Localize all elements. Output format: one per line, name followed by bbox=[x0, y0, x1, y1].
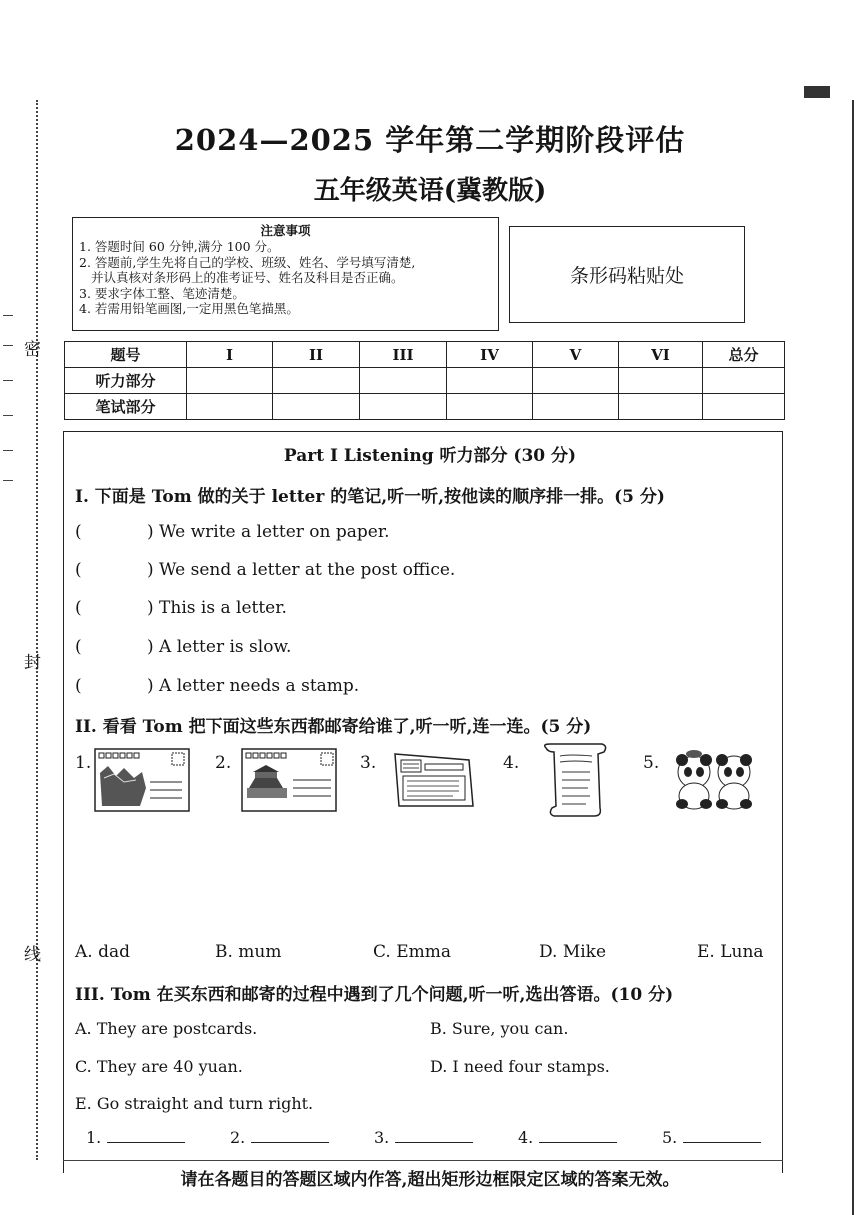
score-row-label: 听力部分 bbox=[65, 368, 187, 394]
score-header-row bbox=[65, 342, 785, 368]
notice-item: 3. 要求字体工整、笔迹清楚。 bbox=[79, 285, 245, 301]
score-cell[interactable] bbox=[447, 394, 533, 420]
footer-note: 请在各题目的答题区域内作答,超出矩形边框限定区域的答案无效。 bbox=[180, 1170, 680, 1190]
answer-blank[interactable]: 3. bbox=[374, 1128, 473, 1147]
score-cell[interactable] bbox=[447, 368, 533, 394]
answer-blank[interactable]: 4. bbox=[518, 1128, 617, 1147]
page-edge bbox=[852, 100, 860, 1215]
seal-char-feng: 封 bbox=[24, 653, 41, 673]
notice-box bbox=[72, 217, 499, 331]
order-answer-blank[interactable] bbox=[87, 598, 143, 618]
score-header-cell: 总分 bbox=[703, 342, 785, 368]
notice-item: 1. 答题时间 60 分钟,满分 100 分。 bbox=[79, 239, 280, 254]
picture-number: 1. bbox=[75, 753, 92, 773]
score-header-cell: IV bbox=[447, 342, 533, 368]
answer-option: C. They are 40 yuan. bbox=[75, 1057, 243, 1076]
barcode-label: 条形码粘贴处 bbox=[569, 265, 684, 287]
score-row-label: 笔试部分 bbox=[65, 394, 187, 420]
footer-divider bbox=[63, 1160, 783, 1161]
score-header-cell: 题号 bbox=[65, 342, 187, 368]
letter-form-icon bbox=[393, 750, 475, 810]
barcode-area bbox=[509, 226, 745, 323]
score-row bbox=[65, 368, 785, 394]
order-answer-blank[interactable] bbox=[87, 560, 143, 580]
answer-option: A. They are postcards. bbox=[75, 1019, 258, 1038]
notice-item: 并认真核对条形码上的准考证号、姓名及科目是否正确。 bbox=[91, 270, 404, 285]
score-cell[interactable] bbox=[273, 368, 360, 394]
recipient-name: B. mum bbox=[215, 942, 282, 962]
score-header-cell: I bbox=[187, 342, 273, 368]
score-cell[interactable] bbox=[360, 394, 447, 420]
picture-number: 5. bbox=[643, 753, 660, 773]
seal-char-xian: 线 bbox=[24, 945, 41, 965]
answer-option: B. Sure, you can. bbox=[430, 1019, 569, 1038]
picture-number: 4. bbox=[503, 753, 520, 773]
scroll-letter-icon bbox=[540, 742, 610, 820]
answer-blank[interactable]: 1. bbox=[86, 1128, 185, 1147]
score-cell[interactable] bbox=[619, 394, 703, 420]
corner-mark bbox=[804, 86, 830, 98]
picture-number: 2. bbox=[215, 753, 232, 773]
score-cell[interactable] bbox=[187, 368, 273, 394]
notice-heading: 注意事项 bbox=[260, 223, 311, 238]
score-cell[interactable] bbox=[273, 394, 360, 420]
recipient-name: D. Mike bbox=[539, 942, 607, 962]
postcard-greatwall-icon bbox=[94, 748, 190, 812]
order-answer-blank[interactable] bbox=[87, 676, 143, 696]
score-header-cell: III bbox=[360, 342, 447, 368]
score-header-cell: V bbox=[533, 342, 619, 368]
recipient-name: E. Luna bbox=[697, 942, 764, 962]
score-cell[interactable] bbox=[703, 368, 785, 394]
notice-item: 4. 若需用铅笔画图,一定用黑色笔描黑。 bbox=[79, 301, 299, 316]
score-cell[interactable] bbox=[533, 368, 619, 394]
panda-toys-icon bbox=[672, 750, 758, 812]
recipient-name: C. Emma bbox=[373, 942, 451, 962]
section-2-heading: II. 看看 Tom 把下面这些东西都邮寄给谁了,听一听,连一连。(5 分) bbox=[75, 717, 592, 737]
score-header-cell: II bbox=[273, 342, 360, 368]
section-1-heading: I. 下面是 Tom 做的关于 letter 的笔记,听一听,按他读的顺序排一排。(5 分) bbox=[75, 487, 665, 507]
score-cell[interactable] bbox=[619, 368, 703, 394]
answer-blank[interactable]: 5. bbox=[662, 1128, 761, 1147]
exam-subtitle: 五年级英语(冀教版) bbox=[313, 176, 547, 206]
exam-title: 2024—2025 学年第二学期阶段评估 bbox=[174, 123, 686, 157]
part-title: Part I Listening 听力部分 (30 分) bbox=[283, 446, 577, 466]
score-header-cell: VI bbox=[619, 342, 703, 368]
score-cell[interactable] bbox=[360, 368, 447, 394]
picture-number: 3. bbox=[360, 753, 377, 773]
score-cell[interactable] bbox=[533, 394, 619, 420]
score-cell[interactable] bbox=[703, 394, 785, 420]
order-answer-blank[interactable] bbox=[87, 522, 143, 542]
section-3-heading: III. Tom 在买东西和邮寄的过程中遇到了几个问题,听一听,选出答语。(10 分) bbox=[75, 985, 674, 1005]
postcard-tiananmen-icon bbox=[241, 748, 337, 812]
score-cell[interactable] bbox=[187, 394, 273, 420]
answer-option: E. Go straight and turn right. bbox=[75, 1094, 314, 1113]
answer-blank[interactable]: 2. bbox=[230, 1128, 329, 1147]
recipient-name: A. dad bbox=[75, 942, 130, 962]
seal-char-mi: 密 bbox=[24, 340, 41, 360]
notice-item: 2. 答题前,学生先将自己的学校、班级、姓名、学号填写清楚, bbox=[79, 254, 416, 270]
order-answer-blank[interactable] bbox=[87, 637, 143, 657]
margin-ticks bbox=[3, 285, 15, 505]
score-table bbox=[64, 341, 785, 420]
score-row bbox=[65, 394, 785, 420]
binding-dotted-line bbox=[36, 100, 38, 1160]
answer-option: D. I need four stamps. bbox=[430, 1057, 610, 1076]
